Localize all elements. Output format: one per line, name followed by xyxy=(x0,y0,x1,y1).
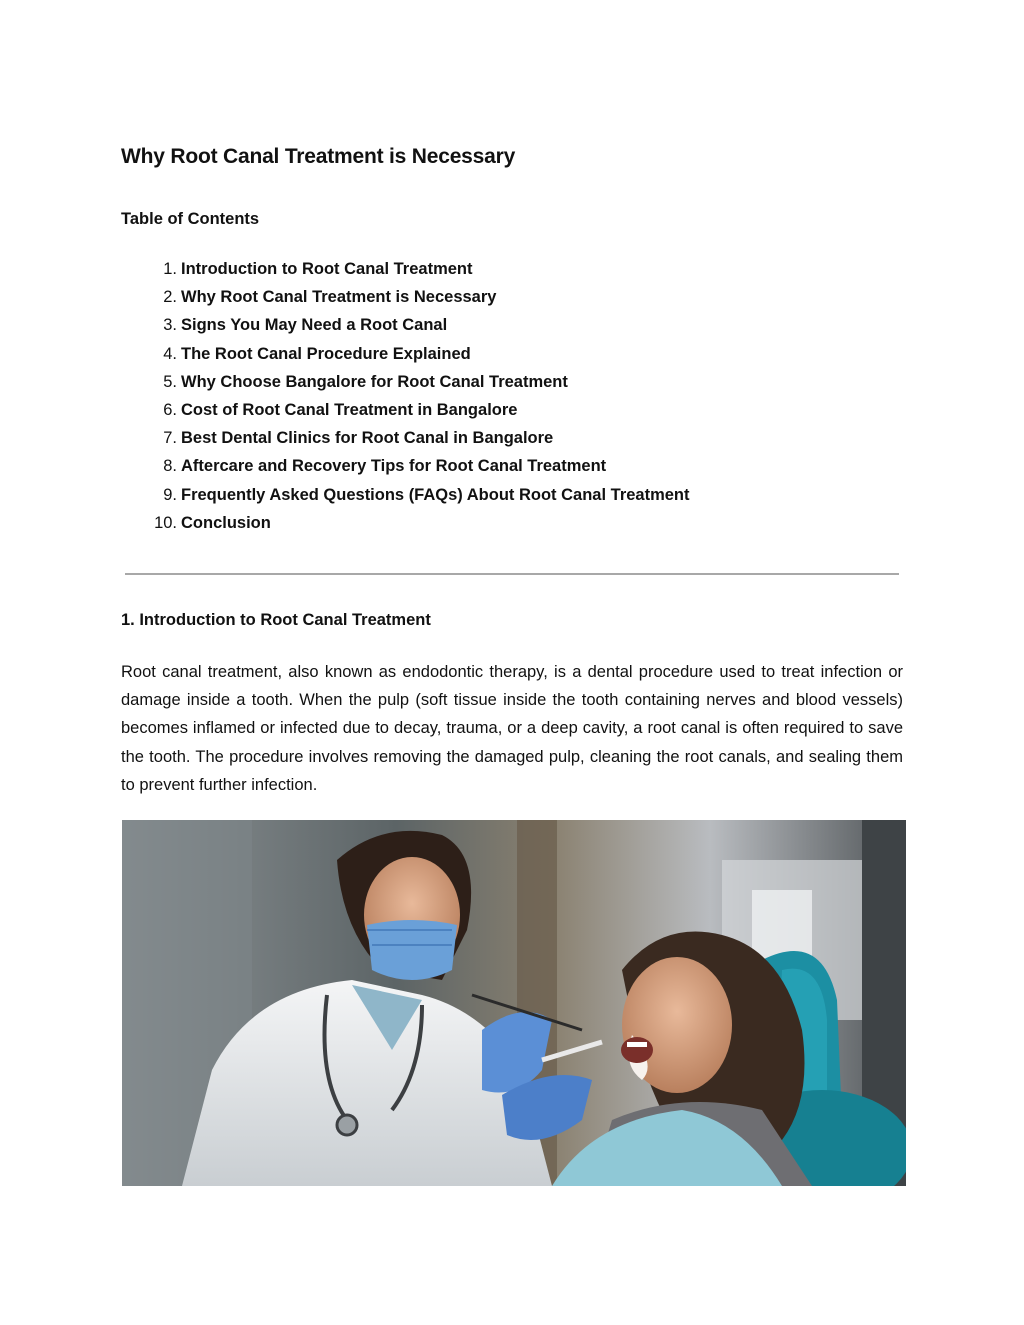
toc-item-link[interactable]: Frequently Asked Questions (FAQs) About Root Canal Treatment xyxy=(181,485,690,504)
toc-item-number: 5. xyxy=(163,372,177,391)
toc-item-number: 9. xyxy=(163,485,177,504)
toc-item-number: 2. xyxy=(163,288,177,307)
toc-item-link[interactable]: Why Root Canal Treatment is Necessary xyxy=(181,288,497,307)
toc-item-link[interactable]: Why Choose Bangalore for Root Canal Treatment xyxy=(181,372,568,391)
toc-heading: Table of Contents xyxy=(121,210,260,228)
toc-item-link[interactable]: Cost of Root Canal Treatment in Bangalore xyxy=(181,400,518,419)
toc-item-link[interactable]: Introduction to Root Canal Treatment xyxy=(181,260,473,278)
toc-item-number: 8. xyxy=(163,457,177,476)
toc-item-number: 3. xyxy=(163,316,177,335)
horizontal-divider xyxy=(125,573,899,575)
toc-item-link[interactable]: The Root Canal Procedure Explained xyxy=(181,344,471,363)
toc-item-number: 10. xyxy=(154,513,177,532)
toc-item-number: 7. xyxy=(163,429,177,448)
page-title: Why Root Canal Treatment is Necessary xyxy=(121,145,516,168)
toc-item-number: 4. xyxy=(163,344,177,363)
toc-item-link[interactable]: Signs You May Need a Root Canal xyxy=(181,316,448,335)
toc-item-link[interactable]: Best Dental Clinics for Root Canal in Bangalore xyxy=(181,429,554,448)
toc-item-link[interactable]: Aftercare and Recovery Tips for Root Canal Treatment xyxy=(181,457,607,476)
dentist-patient-photo xyxy=(122,820,906,1186)
toc-item-number: 6. xyxy=(163,400,177,419)
toc-item-number: 1. xyxy=(163,260,177,278)
section-heading: 1. Introduction to Root Canal Treatment xyxy=(121,611,431,629)
section-paragraph: Root canal treatment, also known as endodontic therapy, is a dental procedure used to treat infection or damage inside a tooth. When the pulp (soft tissue inside the tooth containing nerves and blood vessels) becomes inflamed or infected due to decay, trauma, or a deep cavity, a root canal is often required to save the tooth. The procedure involves removing the damaged pulp, cleaning the root canals, and sealing them to prevent further infection. xyxy=(121,663,903,794)
toc-item-link[interactable]: Conclusion xyxy=(181,513,271,532)
